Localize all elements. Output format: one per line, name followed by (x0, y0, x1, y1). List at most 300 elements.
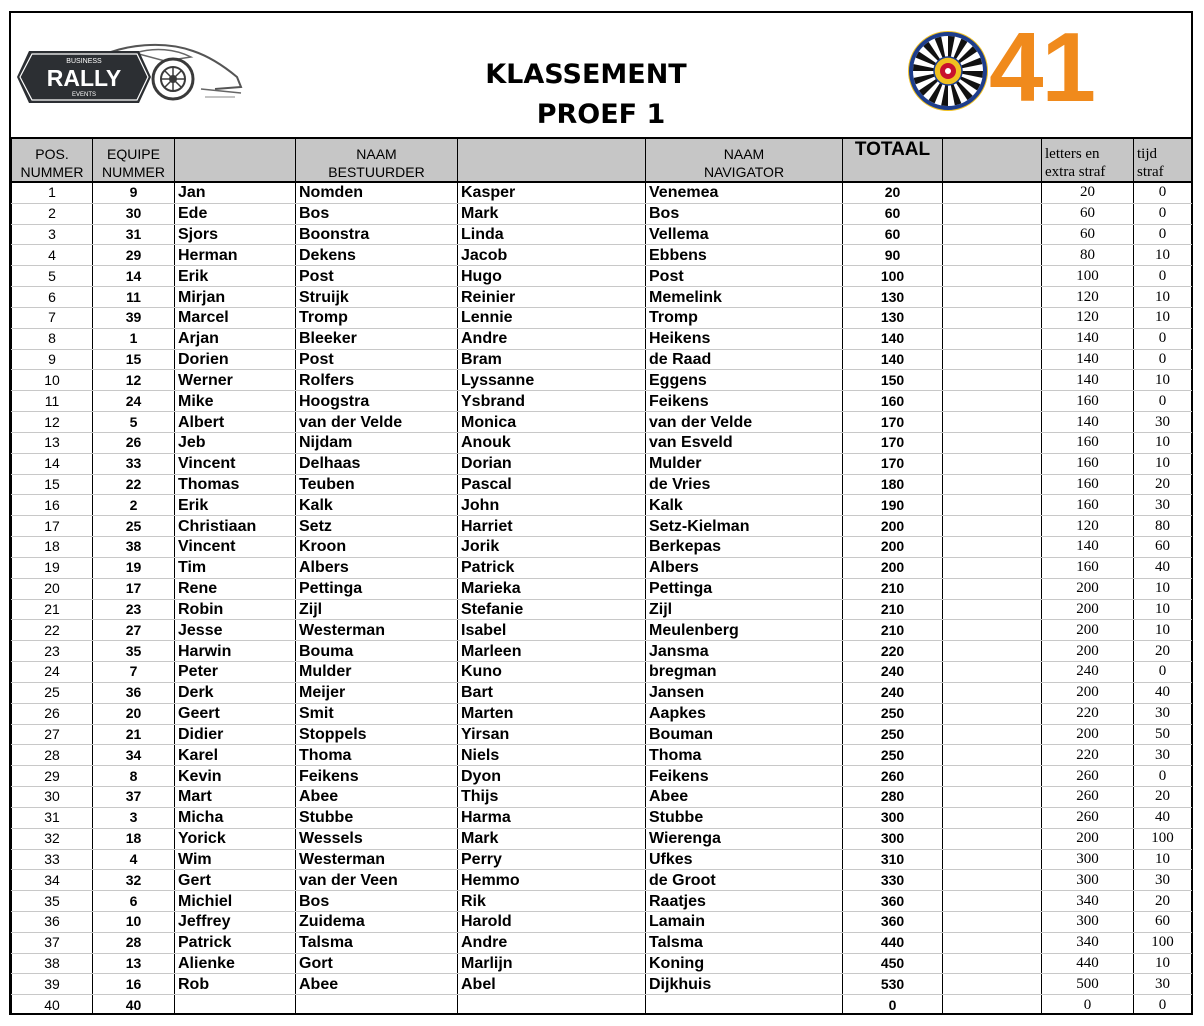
cell-totaal: 100 (843, 266, 943, 287)
cell-driver-last-name: Rolfers (296, 370, 458, 391)
cell-driver-last-name: Nijdam (296, 432, 458, 453)
cell-empty (943, 620, 1042, 641)
cell-empty (943, 662, 1042, 683)
cell-letters-straf: 160 (1042, 391, 1134, 412)
cell-driver-first-name: Mart (175, 787, 296, 808)
col-tijd-header: tijd straf (1134, 138, 1192, 182)
cell-totaal: 140 (843, 328, 943, 349)
cell-navigator-first-name: Stefanie (458, 599, 646, 620)
cell-letters-straf: 140 (1042, 370, 1134, 391)
cell-pos: 24 (12, 662, 93, 683)
cell-navigator-first-name: Ysbrand (458, 391, 646, 412)
cell-tijd-straf: 0 (1134, 224, 1192, 245)
cell-equipe: 27 (93, 620, 175, 641)
cell-pos: 9 (12, 349, 93, 370)
col-equipe-header: EQUIPE NUMMER (93, 138, 175, 182)
cell-empty (943, 766, 1042, 787)
cell-empty (943, 807, 1042, 828)
cell-driver-first-name: Rene (175, 578, 296, 599)
cell-totaal: 180 (843, 474, 943, 495)
table-row (12, 787, 1192, 808)
cell-letters-straf: 340 (1042, 891, 1134, 912)
cell-letters-straf: 440 (1042, 953, 1134, 974)
cell-navigator-last-name: Koning (646, 953, 843, 974)
table-row (12, 870, 1192, 891)
table-row (12, 745, 1192, 766)
cell-letters-straf: 200 (1042, 682, 1134, 703)
cell-empty (943, 557, 1042, 578)
cell-empty (943, 453, 1042, 474)
cell-totaal: 210 (843, 578, 943, 599)
cell-totaal: 170 (843, 453, 943, 474)
cell-letters-straf: 60 (1042, 203, 1134, 224)
cell-navigator-first-name: Jacob (458, 245, 646, 266)
table-row (12, 349, 1192, 370)
cell-equipe: 40 (93, 995, 175, 1015)
cell-equipe: 7 (93, 662, 175, 683)
cell-driver-last-name: Teuben (296, 474, 458, 495)
cell-navigator-last-name: Setz-Kielman (646, 516, 843, 537)
cell-driver-first-name: Herman (175, 245, 296, 266)
table-row (12, 662, 1192, 683)
cell-pos: 14 (12, 453, 93, 474)
cell-tijd-straf: 30 (1134, 870, 1192, 891)
cell-letters-straf: 300 (1042, 911, 1134, 932)
cell-pos: 39 (12, 974, 93, 995)
table-row (12, 307, 1192, 328)
cell-navigator-first-name: Andre (458, 328, 646, 349)
cell-tijd-straf: 30 (1134, 745, 1192, 766)
cell-letters-straf: 220 (1042, 745, 1134, 766)
cell-driver-last-name: Struijk (296, 287, 458, 308)
cell-totaal: 90 (843, 245, 943, 266)
cell-tijd-straf: 0 (1134, 328, 1192, 349)
table-number-41-logo: 41 (989, 12, 1095, 122)
cell-totaal: 60 (843, 224, 943, 245)
cell-navigator-first-name: Marieka (458, 578, 646, 599)
cell-tijd-straf: 0 (1134, 182, 1192, 203)
cell-equipe: 9 (93, 182, 175, 203)
cell-tijd-straf: 20 (1134, 787, 1192, 808)
cell-navigator-last-name: de Raad (646, 349, 843, 370)
table-row (12, 245, 1192, 266)
cell-driver-last-name: Westerman (296, 620, 458, 641)
cell-empty (943, 224, 1042, 245)
cell-equipe: 3 (93, 807, 175, 828)
cell-letters-straf: 160 (1042, 474, 1134, 495)
cell-driver-first-name: Robin (175, 599, 296, 620)
cell-driver-first-name: Mirjan (175, 287, 296, 308)
table-row (12, 641, 1192, 662)
cell-driver-last-name: Dekens (296, 245, 458, 266)
cell-equipe: 24 (93, 391, 175, 412)
cell-totaal: 250 (843, 724, 943, 745)
cell-driver-first-name: Mike (175, 391, 296, 412)
cell-driver-last-name: Setz (296, 516, 458, 537)
cell-navigator-last-name: de Groot (646, 870, 843, 891)
cell-totaal: 20 (843, 182, 943, 203)
cell-driver-first-name: Vincent (175, 537, 296, 558)
cell-pos: 31 (12, 807, 93, 828)
cell-driver-first-name: Tim (175, 557, 296, 578)
cell-letters-straf: 240 (1042, 662, 1134, 683)
cell-navigator-first-name: Rik (458, 891, 646, 912)
cell-pos: 23 (12, 641, 93, 662)
cell-tijd-straf: 30 (1134, 974, 1192, 995)
cell-totaal: 170 (843, 432, 943, 453)
cell-driver-first-name: Jeffrey (175, 911, 296, 932)
table-row (12, 432, 1192, 453)
cell-navigator-first-name: Abel (458, 974, 646, 995)
table-row (12, 953, 1192, 974)
cell-letters-straf: 140 (1042, 412, 1134, 433)
cell-navigator-first-name: Isabel (458, 620, 646, 641)
cell-tijd-straf: 10 (1134, 432, 1192, 453)
cell-empty (943, 495, 1042, 516)
cell-tijd-straf: 0 (1134, 995, 1192, 1015)
cell-driver-first-name: Marcel (175, 307, 296, 328)
cell-navigator-first-name: Dyon (458, 766, 646, 787)
cell-letters-straf: 140 (1042, 328, 1134, 349)
cell-driver-first-name: Sjors (175, 224, 296, 245)
table-row (12, 703, 1192, 724)
cell-driver-first-name: Erik (175, 266, 296, 287)
cell-navigator-first-name: Marten (458, 703, 646, 724)
cell-letters-straf: 200 (1042, 578, 1134, 599)
cell-driver-last-name: Talsma (296, 932, 458, 953)
table-row (12, 932, 1192, 953)
table-row (12, 495, 1192, 516)
cell-pos: 25 (12, 682, 93, 703)
results-sheet (9, 11, 1193, 1015)
cell-pos: 29 (12, 766, 93, 787)
table-row (12, 724, 1192, 745)
cell-totaal: 130 (843, 307, 943, 328)
cell-equipe: 19 (93, 557, 175, 578)
cell-equipe: 30 (93, 203, 175, 224)
cell-equipe: 36 (93, 682, 175, 703)
cell-pos: 38 (12, 953, 93, 974)
cell-pos: 22 (12, 620, 93, 641)
cell-driver-first-name: Peter (175, 662, 296, 683)
col-navigator-header: NAAM NAVIGATOR (646, 138, 843, 182)
col-navigator-first-header (458, 138, 646, 182)
cell-navigator-last-name: bregman (646, 662, 843, 683)
cell-pos: 20 (12, 578, 93, 599)
cell-navigator-last-name: Mulder (646, 453, 843, 474)
cell-empty (943, 287, 1042, 308)
cell-driver-first-name: Kevin (175, 766, 296, 787)
cell-driver-first-name: Patrick (175, 932, 296, 953)
cell-driver-first-name: Karel (175, 745, 296, 766)
cell-equipe: 1 (93, 328, 175, 349)
cell-totaal: 300 (843, 828, 943, 849)
cell-driver-first-name: Didier (175, 724, 296, 745)
cell-letters-straf: 200 (1042, 724, 1134, 745)
cell-pos: 28 (12, 745, 93, 766)
table-row (12, 995, 1192, 1015)
col-letters-header: letters en extra straf (1042, 138, 1134, 182)
cell-totaal: 250 (843, 745, 943, 766)
logo-business-text: BUSINESS (66, 58, 102, 65)
cell-empty (943, 203, 1042, 224)
cell-tijd-straf: 10 (1134, 287, 1192, 308)
cell-letters-straf: 300 (1042, 849, 1134, 870)
cell-navigator-last-name: Ufkes (646, 849, 843, 870)
cell-totaal: 240 (843, 682, 943, 703)
cell-pos: 32 (12, 828, 93, 849)
cell-driver-last-name: Nomden (296, 182, 458, 203)
cell-totaal: 330 (843, 870, 943, 891)
cell-tijd-straf: 40 (1134, 557, 1192, 578)
col-driver-header: NAAM BESTUURDER (296, 138, 458, 182)
table-row (12, 412, 1192, 433)
cell-navigator-first-name: Harold (458, 911, 646, 932)
cell-tijd-straf: 10 (1134, 599, 1192, 620)
cell-tijd-straf: 60 (1134, 911, 1192, 932)
logo-events-text: EVENTS (71, 92, 97, 98)
cell-driver-first-name: Geert (175, 703, 296, 724)
cell-navigator-first-name: Dorian (458, 453, 646, 474)
cell-letters-straf: 200 (1042, 599, 1134, 620)
cell-navigator-last-name (646, 995, 843, 1015)
cell-navigator-first-name: Harriet (458, 516, 646, 537)
cell-navigator-first-name: Reinier (458, 287, 646, 308)
cell-navigator-last-name: Pettinga (646, 578, 843, 599)
cell-navigator-first-name: Patrick (458, 557, 646, 578)
cell-driver-first-name: Jeb (175, 432, 296, 453)
cell-driver-last-name: Thoma (296, 745, 458, 766)
cell-driver-last-name: Westerman (296, 849, 458, 870)
cell-navigator-first-name: Hemmo (458, 870, 646, 891)
cell-totaal: 310 (843, 849, 943, 870)
cell-totaal: 250 (843, 703, 943, 724)
ranking-table (11, 137, 1192, 1015)
cell-driver-last-name: Bleeker (296, 328, 458, 349)
cell-empty (943, 599, 1042, 620)
cell-empty (943, 911, 1042, 932)
cell-empty (943, 703, 1042, 724)
cell-navigator-last-name: Thoma (646, 745, 843, 766)
cell-tijd-straf: 30 (1134, 412, 1192, 433)
cell-equipe: 16 (93, 974, 175, 995)
cell-driver-last-name: Post (296, 266, 458, 287)
cell-letters-straf: 60 (1042, 224, 1134, 245)
cell-navigator-first-name: Hugo (458, 266, 646, 287)
table-row (12, 182, 1192, 203)
cell-equipe: 4 (93, 849, 175, 870)
cell-pos: 33 (12, 849, 93, 870)
cell-equipe: 26 (93, 432, 175, 453)
round-table-wheel-logo (906, 29, 990, 113)
cell-equipe: 13 (93, 953, 175, 974)
cell-navigator-first-name: Thijs (458, 787, 646, 808)
cell-driver-first-name: Vincent (175, 453, 296, 474)
cell-pos: 27 (12, 724, 93, 745)
cell-totaal: 130 (843, 287, 943, 308)
cell-driver-first-name: Albert (175, 412, 296, 433)
cell-empty (943, 724, 1042, 745)
cell-navigator-last-name: Vellema (646, 224, 843, 245)
cell-letters-straf: 200 (1042, 828, 1134, 849)
cell-pos: 12 (12, 412, 93, 433)
cell-pos: 34 (12, 870, 93, 891)
cell-driver-first-name: Yorick (175, 828, 296, 849)
cell-tijd-straf: 0 (1134, 266, 1192, 287)
cell-navigator-first-name: Mark (458, 828, 646, 849)
table-row (12, 370, 1192, 391)
cell-navigator-last-name: Meulenberg (646, 620, 843, 641)
cell-navigator-first-name: Bart (458, 682, 646, 703)
cell-letters-straf: 80 (1042, 245, 1134, 266)
cell-navigator-last-name: Aapkes (646, 703, 843, 724)
table-row (12, 287, 1192, 308)
cell-pos: 11 (12, 391, 93, 412)
cell-navigator-last-name: Albers (646, 557, 843, 578)
cell-equipe: 33 (93, 453, 175, 474)
col-empty-header (943, 138, 1042, 182)
cell-navigator-last-name: van Esveld (646, 432, 843, 453)
table-row (12, 828, 1192, 849)
cell-driver-last-name: Wessels (296, 828, 458, 849)
cell-driver-first-name: Jan (175, 182, 296, 203)
cell-driver-first-name: Ede (175, 203, 296, 224)
cell-tijd-straf: 10 (1134, 578, 1192, 599)
col-totaal-header: TOTAAL (843, 138, 943, 182)
cell-navigator-last-name: Bos (646, 203, 843, 224)
cell-driver-first-name: Christiaan (175, 516, 296, 537)
cell-pos: 8 (12, 328, 93, 349)
cell-driver-first-name: Gert (175, 870, 296, 891)
cell-navigator-first-name: Bram (458, 349, 646, 370)
cell-equipe: 31 (93, 224, 175, 245)
cell-empty (943, 745, 1042, 766)
cell-tijd-straf: 10 (1134, 370, 1192, 391)
cell-driver-first-name: Alienke (175, 953, 296, 974)
cell-navigator-first-name: Niels (458, 745, 646, 766)
cell-empty (943, 828, 1042, 849)
cell-tijd-straf: 0 (1134, 662, 1192, 683)
cell-totaal: 160 (843, 391, 943, 412)
col-driver-first-header (175, 138, 296, 182)
cell-navigator-last-name: Raatjes (646, 891, 843, 912)
cell-empty (943, 682, 1042, 703)
cell-equipe: 23 (93, 599, 175, 620)
cell-navigator-last-name: Wierenga (646, 828, 843, 849)
cell-tijd-straf: 50 (1134, 724, 1192, 745)
table-row (12, 453, 1192, 474)
table-row (12, 203, 1192, 224)
cell-letters-straf: 140 (1042, 349, 1134, 370)
cell-driver-last-name: Feikens (296, 766, 458, 787)
cell-driver-first-name: Micha (175, 807, 296, 828)
cell-letters-straf: 200 (1042, 620, 1134, 641)
cell-equipe: 12 (93, 370, 175, 391)
cell-driver-last-name: Kalk (296, 495, 458, 516)
cell-driver-first-name: Michiel (175, 891, 296, 912)
cell-driver-last-name: Stubbe (296, 807, 458, 828)
cell-driver-last-name: Pettinga (296, 578, 458, 599)
cell-letters-straf: 140 (1042, 537, 1134, 558)
table-row (12, 911, 1192, 932)
cell-empty (943, 516, 1042, 537)
cell-navigator-first-name: John (458, 495, 646, 516)
header-banner (11, 13, 1191, 137)
cell-driver-last-name: Abee (296, 974, 458, 995)
cell-navigator-first-name: Pascal (458, 474, 646, 495)
cell-tijd-straf: 100 (1134, 932, 1192, 953)
cell-letters-straf: 120 (1042, 307, 1134, 328)
cell-pos: 37 (12, 932, 93, 953)
cell-driver-last-name: Gort (296, 953, 458, 974)
cell-navigator-first-name: Andre (458, 932, 646, 953)
cell-pos: 10 (12, 370, 93, 391)
cell-empty (943, 432, 1042, 453)
cell-navigator-last-name: Feikens (646, 391, 843, 412)
cell-empty (943, 307, 1042, 328)
cell-pos: 30 (12, 787, 93, 808)
cell-navigator-first-name: Lyssanne (458, 370, 646, 391)
cell-totaal: 210 (843, 620, 943, 641)
cell-letters-straf: 340 (1042, 932, 1134, 953)
cell-totaal: 220 (843, 641, 943, 662)
cell-driver-first-name: Erik (175, 495, 296, 516)
cell-navigator-first-name: Jorik (458, 537, 646, 558)
cell-navigator-first-name: Monica (458, 412, 646, 433)
cell-empty (943, 328, 1042, 349)
cell-driver-first-name: Arjan (175, 328, 296, 349)
cell-equipe: 14 (93, 266, 175, 287)
cell-empty (943, 891, 1042, 912)
table-row (12, 974, 1192, 995)
cell-letters-straf: 160 (1042, 432, 1134, 453)
cell-driver-last-name: Smit (296, 703, 458, 724)
cell-tijd-straf: 20 (1134, 891, 1192, 912)
cell-pos: 7 (12, 307, 93, 328)
page-subtitle: PROEF 1 (536, 99, 666, 130)
cell-navigator-first-name: Anouk (458, 432, 646, 453)
cell-equipe: 34 (93, 745, 175, 766)
cell-pos: 17 (12, 516, 93, 537)
cell-pos: 40 (12, 995, 93, 1015)
cell-tijd-straf: 10 (1134, 453, 1192, 474)
cell-driver-last-name: van der Velde (296, 412, 458, 433)
cell-navigator-last-name: Stubbe (646, 807, 843, 828)
table-row (12, 537, 1192, 558)
cell-pos: 6 (12, 287, 93, 308)
cell-letters-straf: 100 (1042, 266, 1134, 287)
cell-driver-last-name: Post (296, 349, 458, 370)
cell-tijd-straf: 30 (1134, 703, 1192, 724)
table-row (12, 807, 1192, 828)
cell-navigator-last-name: Dijkhuis (646, 974, 843, 995)
cell-totaal: 240 (843, 662, 943, 683)
cell-tijd-straf: 10 (1134, 245, 1192, 266)
cell-totaal: 530 (843, 974, 943, 995)
cell-pos: 19 (12, 557, 93, 578)
cell-tijd-straf: 0 (1134, 391, 1192, 412)
cell-navigator-last-name: Jansma (646, 641, 843, 662)
cell-navigator-first-name: Kuno (458, 662, 646, 683)
cell-empty (943, 266, 1042, 287)
table-row (12, 474, 1192, 495)
cell-driver-last-name: Abee (296, 787, 458, 808)
cell-equipe: 2 (93, 495, 175, 516)
cell-pos: 16 (12, 495, 93, 516)
cell-tijd-straf: 40 (1134, 807, 1192, 828)
cell-navigator-last-name: Tromp (646, 307, 843, 328)
col-pos-header: POS. NUMMER (12, 138, 93, 182)
